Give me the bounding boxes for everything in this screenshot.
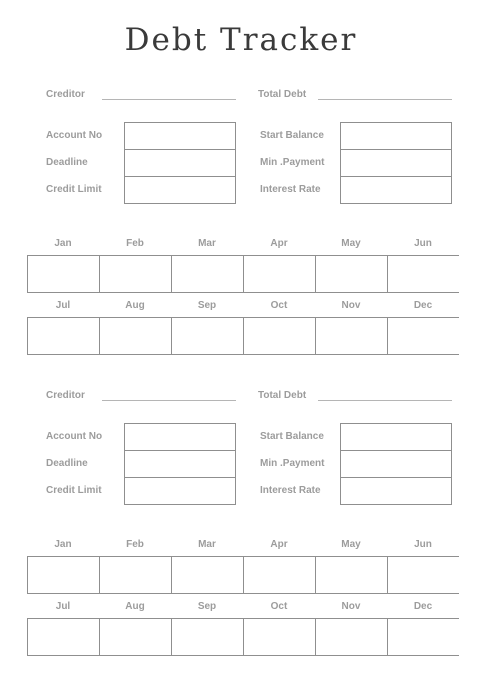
month-cell[interactable]	[243, 618, 316, 656]
account-no-label: Account No	[46, 130, 103, 141]
deadline-box[interactable]	[124, 149, 236, 177]
month-label: May	[341, 238, 361, 249]
month-cell[interactable]	[99, 317, 172, 355]
start-balance-label: Start Balance	[260, 130, 324, 141]
month-cell[interactable]	[27, 556, 100, 594]
month-cell[interactable]	[387, 618, 459, 656]
total-debt-field[interactable]	[318, 400, 452, 401]
credit-limit-label: Credit Limit	[46, 485, 102, 496]
debt-section-2	[0, 383, 482, 663]
month-label: Aug	[125, 601, 145, 612]
month-label: Sep	[197, 300, 217, 311]
month-cell[interactable]	[243, 556, 316, 594]
creditor-label: Creditor	[46, 89, 85, 100]
month-label: Nov	[341, 300, 361, 311]
month-label: Sep	[197, 601, 217, 612]
month-label: Jan	[54, 539, 72, 550]
month-cell[interactable]	[171, 255, 244, 293]
month-label: Apr	[270, 238, 288, 249]
month-label: Jun	[414, 238, 432, 249]
start-balance-box[interactable]	[340, 122, 452, 150]
month-cell[interactable]	[171, 618, 244, 656]
month-cell[interactable]	[243, 317, 316, 355]
month-label: Jul	[55, 300, 71, 311]
month-label: Feb	[126, 238, 144, 249]
account-no-label: Account No	[46, 431, 103, 442]
interest-rate-box[interactable]	[340, 176, 452, 204]
total-debt-label: Total Debt	[258, 390, 307, 401]
credit-limit-box[interactable]	[124, 176, 236, 204]
month-cell[interactable]	[99, 255, 172, 293]
month-label: Oct	[270, 601, 288, 612]
min-payment-box[interactable]	[340, 149, 452, 177]
month-label: Dec	[413, 601, 433, 612]
month-label: Jun	[414, 539, 432, 550]
start-balance-box[interactable]	[340, 423, 452, 451]
month-label: Dec	[413, 300, 433, 311]
month-cell[interactable]	[387, 556, 459, 594]
deadline-label: Deadline	[46, 458, 88, 469]
month-cell[interactable]	[99, 556, 172, 594]
month-label: Jan	[54, 238, 72, 249]
interest-rate-label: Interest Rate	[260, 184, 321, 195]
month-label: Mar	[198, 539, 216, 550]
month-cell[interactable]	[387, 255, 459, 293]
page-title: Debt Tracker	[124, 22, 358, 58]
credit-limit-box[interactable]	[124, 477, 236, 505]
account-no-box[interactable]	[124, 423, 236, 451]
month-cell[interactable]	[387, 317, 459, 355]
month-cell[interactable]	[315, 255, 388, 293]
month-cell[interactable]	[27, 618, 100, 656]
creditor-field[interactable]	[102, 99, 236, 100]
min-payment-box[interactable]	[340, 450, 452, 478]
month-cell[interactable]	[171, 317, 244, 355]
month-label: Mar	[198, 238, 216, 249]
month-label: May	[341, 539, 361, 550]
month-label: Aug	[125, 300, 145, 311]
month-cell[interactable]	[27, 317, 100, 355]
month-cell[interactable]	[171, 556, 244, 594]
min-payment-label: Min .Payment	[260, 458, 325, 469]
creditor-label: Creditor	[46, 390, 85, 401]
interest-rate-box[interactable]	[340, 477, 452, 505]
month-label: Jul	[55, 601, 71, 612]
month-cell[interactable]	[315, 618, 388, 656]
creditor-field[interactable]	[102, 400, 236, 401]
month-label: Feb	[126, 539, 144, 550]
credit-limit-label: Credit Limit	[46, 184, 102, 195]
month-cell[interactable]	[315, 317, 388, 355]
interest-rate-label: Interest Rate	[260, 485, 321, 496]
deadline-box[interactable]	[124, 450, 236, 478]
month-cell[interactable]	[315, 556, 388, 594]
month-cell[interactable]	[243, 255, 316, 293]
total-debt-label: Total Debt	[258, 89, 307, 100]
month-label: Apr	[270, 539, 288, 550]
min-payment-label: Min .Payment	[260, 157, 325, 168]
month-cell[interactable]	[99, 618, 172, 656]
account-no-box[interactable]	[124, 122, 236, 150]
month-label: Nov	[341, 601, 361, 612]
start-balance-label: Start Balance	[260, 431, 324, 442]
total-debt-field[interactable]	[318, 99, 452, 100]
month-cell[interactable]	[27, 255, 100, 293]
month-label: Oct	[270, 300, 288, 311]
deadline-label: Deadline	[46, 157, 88, 168]
debt-section-1	[0, 82, 482, 362]
